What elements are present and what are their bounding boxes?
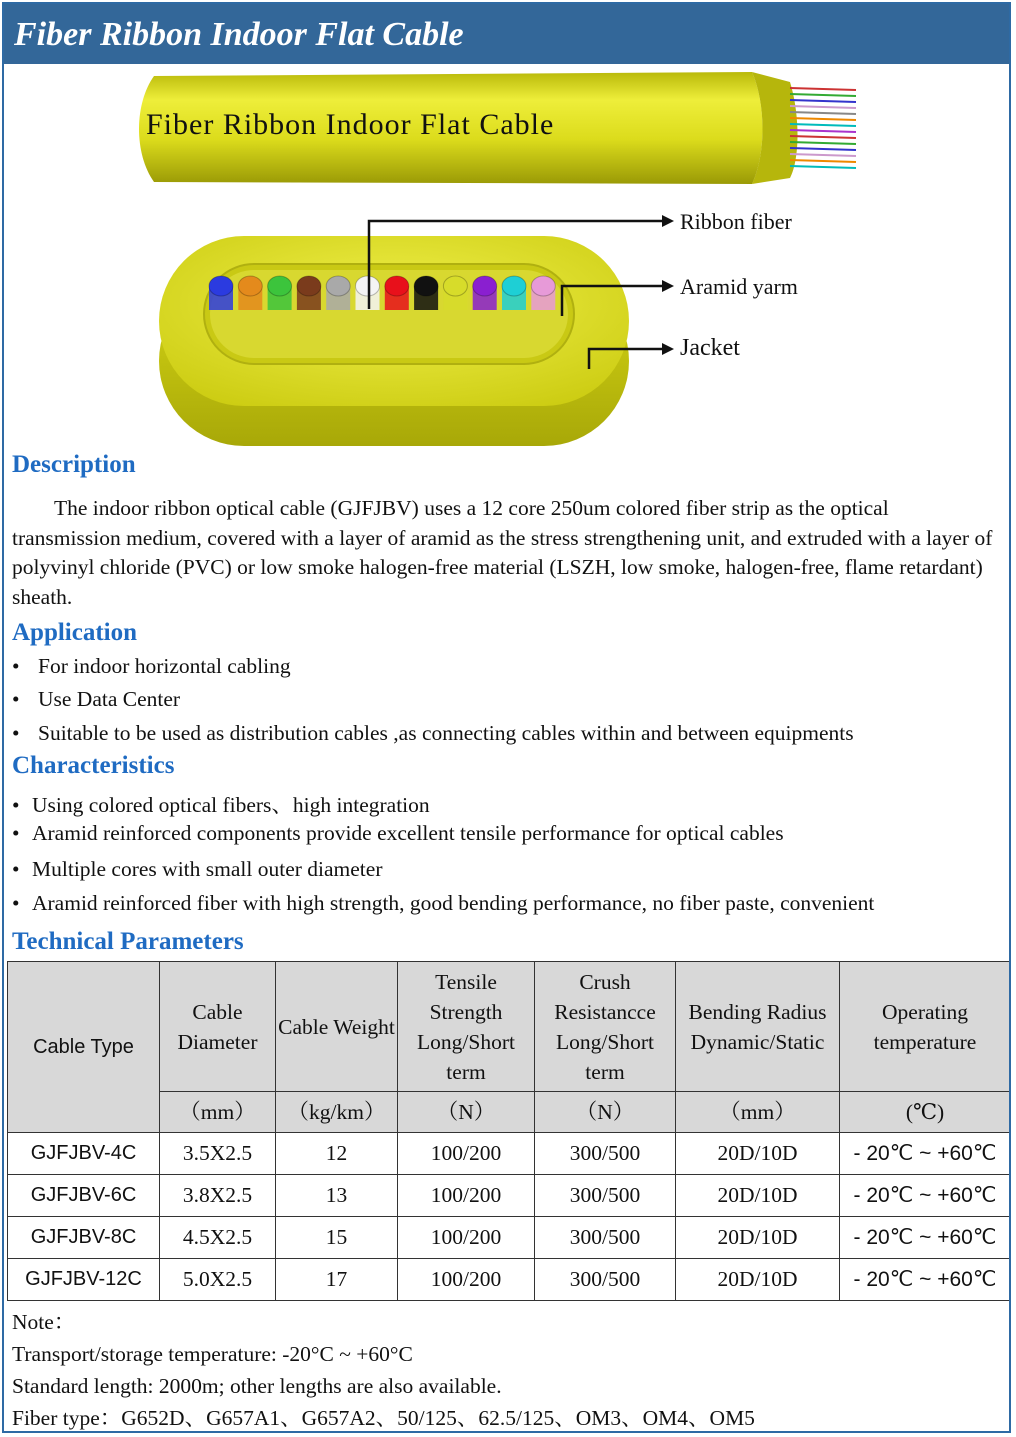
unit-tensile: （N） (398, 1092, 535, 1133)
table-row (8, 1217, 1011, 1259)
cell-type: GJFJBV-6C (8, 1175, 160, 1217)
cell-bending: 20D/10D (676, 1133, 840, 1175)
fiber-end (414, 276, 438, 296)
list-item: • Aramid reinforced fiber with high strength, good bending performance, no fiber paste, convenient (12, 891, 875, 915)
cell-weight: 13 (276, 1175, 398, 1217)
characteristics-heading: Characteristics (12, 752, 175, 779)
fiber-end (209, 276, 233, 296)
cell-type: GJFJBV-4C (8, 1133, 160, 1175)
list-item: • For indoor horizontal cabling (12, 654, 291, 678)
technical-parameters-table (7, 961, 1011, 1301)
unit-weight: （kg/km） (276, 1092, 398, 1133)
table-row (8, 1259, 1011, 1301)
cell-temperature: - 20℃ ~ +60℃ (840, 1175, 1011, 1217)
exposed-fibers (790, 88, 856, 168)
description-text: The indoor ribbon optical cable (GJFJBV) uses a 12 core 250um colored fiber strip as the optical transmission medium, covered with a layer of aramid as the stress strengthening unit, and extruded with a layer of polyvinyl chloride (PVC) or low smoke halogen-free material (LSZH, low smoke, halogen-free, flame retardant) sheath. (12, 496, 993, 609)
note-line: Fiber type：G652D、G657A1、G657A2、50/125、62.5/125、OM3、OM4、OM5 (12, 1406, 755, 1430)
list-item: • Use Data Center (12, 687, 181, 711)
note-label: Note： (12, 1310, 76, 1334)
cell-crush: 300/500 (535, 1217, 676, 1259)
fiber-end (443, 276, 467, 296)
technical-heading: Technical Parameters (12, 928, 250, 956)
cell-type: GJFJBV-8C (8, 1217, 160, 1259)
header-crush-resistance: Crush Resistancce Long/Short term (535, 962, 676, 1092)
cell-diameter: 4.5X2.5 (160, 1217, 276, 1259)
cell-tensile: 100/200 (398, 1217, 535, 1259)
fiber-end (297, 276, 321, 296)
svg-text:Jacket: Jacket (680, 335, 740, 361)
svg-text:Ribbon fiber: Ribbon fiber (680, 209, 792, 234)
cell-weight: 12 (276, 1133, 398, 1175)
header-bending-radius: Bending Radius Dynamic/Static (676, 962, 840, 1092)
fiber-end (326, 276, 350, 296)
cell-tensile: 100/200 (398, 1175, 535, 1217)
list-item: • Multiple cores with small outer diameter (12, 857, 383, 881)
cell-weight: 15 (276, 1217, 398, 1259)
header-cable-weight: Cable Weight (276, 962, 398, 1092)
table-row (8, 1133, 1011, 1175)
datasheet-frame (2, 2, 1011, 1433)
unit-crush: （N） (535, 1092, 676, 1133)
unit-temperature: (℃) (840, 1092, 1011, 1133)
fiber-end (473, 276, 497, 296)
cell-crush: 300/500 (535, 1175, 676, 1217)
header-cable-diameter: Cable Diameter (160, 962, 276, 1092)
cell-crush: 300/500 (535, 1133, 676, 1175)
cell-bending: 20D/10D (676, 1175, 840, 1217)
fiber-end (356, 276, 380, 296)
fiber-end (238, 276, 262, 296)
cell-diameter: 3.8X2.5 (160, 1175, 276, 1217)
cable-illustration (4, 64, 1009, 452)
cell-diameter: 3.5X2.5 (160, 1133, 276, 1175)
cable-tube (139, 72, 856, 184)
cell-tensile: 100/200 (398, 1133, 535, 1175)
cell-bending: 20D/10D (676, 1217, 840, 1259)
fiber-end (268, 276, 292, 296)
list-item: • Aramid reinforced components provide excellent tensile performance for optical cables (12, 821, 784, 845)
header-operating-temperature: Operating temperature (840, 962, 1011, 1092)
unit-diameter: （mm） (160, 1092, 276, 1133)
table-row (8, 1175, 1011, 1217)
fiber-end (385, 276, 409, 296)
cell-diameter: 5.0X2.5 (160, 1259, 276, 1301)
fiber-end (531, 276, 555, 296)
svg-text:Aramid yarm: Aramid yarm (680, 274, 798, 299)
application-heading: Application (12, 619, 138, 646)
cell-temperature: - 20℃ ~ +60℃ (840, 1259, 1011, 1301)
cable-drawing (4, 64, 1009, 452)
unit-bending: （mm） (676, 1092, 840, 1133)
notes (12, 1306, 755, 1433)
cell-crush: 300/500 (535, 1259, 676, 1301)
cell-tensile: 100/200 (398, 1259, 535, 1301)
cell-bending: 20D/10D (676, 1259, 840, 1301)
list-item: • Using colored optical fibers、high integration (12, 793, 430, 817)
cable-cross-section (159, 236, 629, 446)
list-item: • Suitable to be used as distribution cables ,as connecting cables within and between equipments (12, 721, 854, 745)
header-cable-type: Cable Type (8, 962, 160, 1133)
cell-type: GJFJBV-12C (8, 1259, 160, 1301)
characteristics-clip (4, 784, 1009, 924)
cell-temperature: - 20℃ ~ +60℃ (840, 1133, 1011, 1175)
cell-weight: 17 (276, 1259, 398, 1301)
cable-tube-label: Fiber Ribbon Indoor Flat Cable (146, 108, 555, 141)
note-line: Transport/storage temperature: -20°C ~ +60°C (12, 1342, 413, 1366)
header-tensile-strength: Tensile Strength Long/Short term (398, 962, 535, 1092)
fiber-end (502, 276, 526, 296)
cell-temperature: - 20℃ ~ +60℃ (840, 1217, 1011, 1259)
description-heading: Description (12, 451, 136, 478)
note-line: Standard length: 2000m; other lengths are also available. (12, 1374, 502, 1398)
page-title: Fiber Ribbon Indoor Flat Cable (4, 4, 1009, 64)
